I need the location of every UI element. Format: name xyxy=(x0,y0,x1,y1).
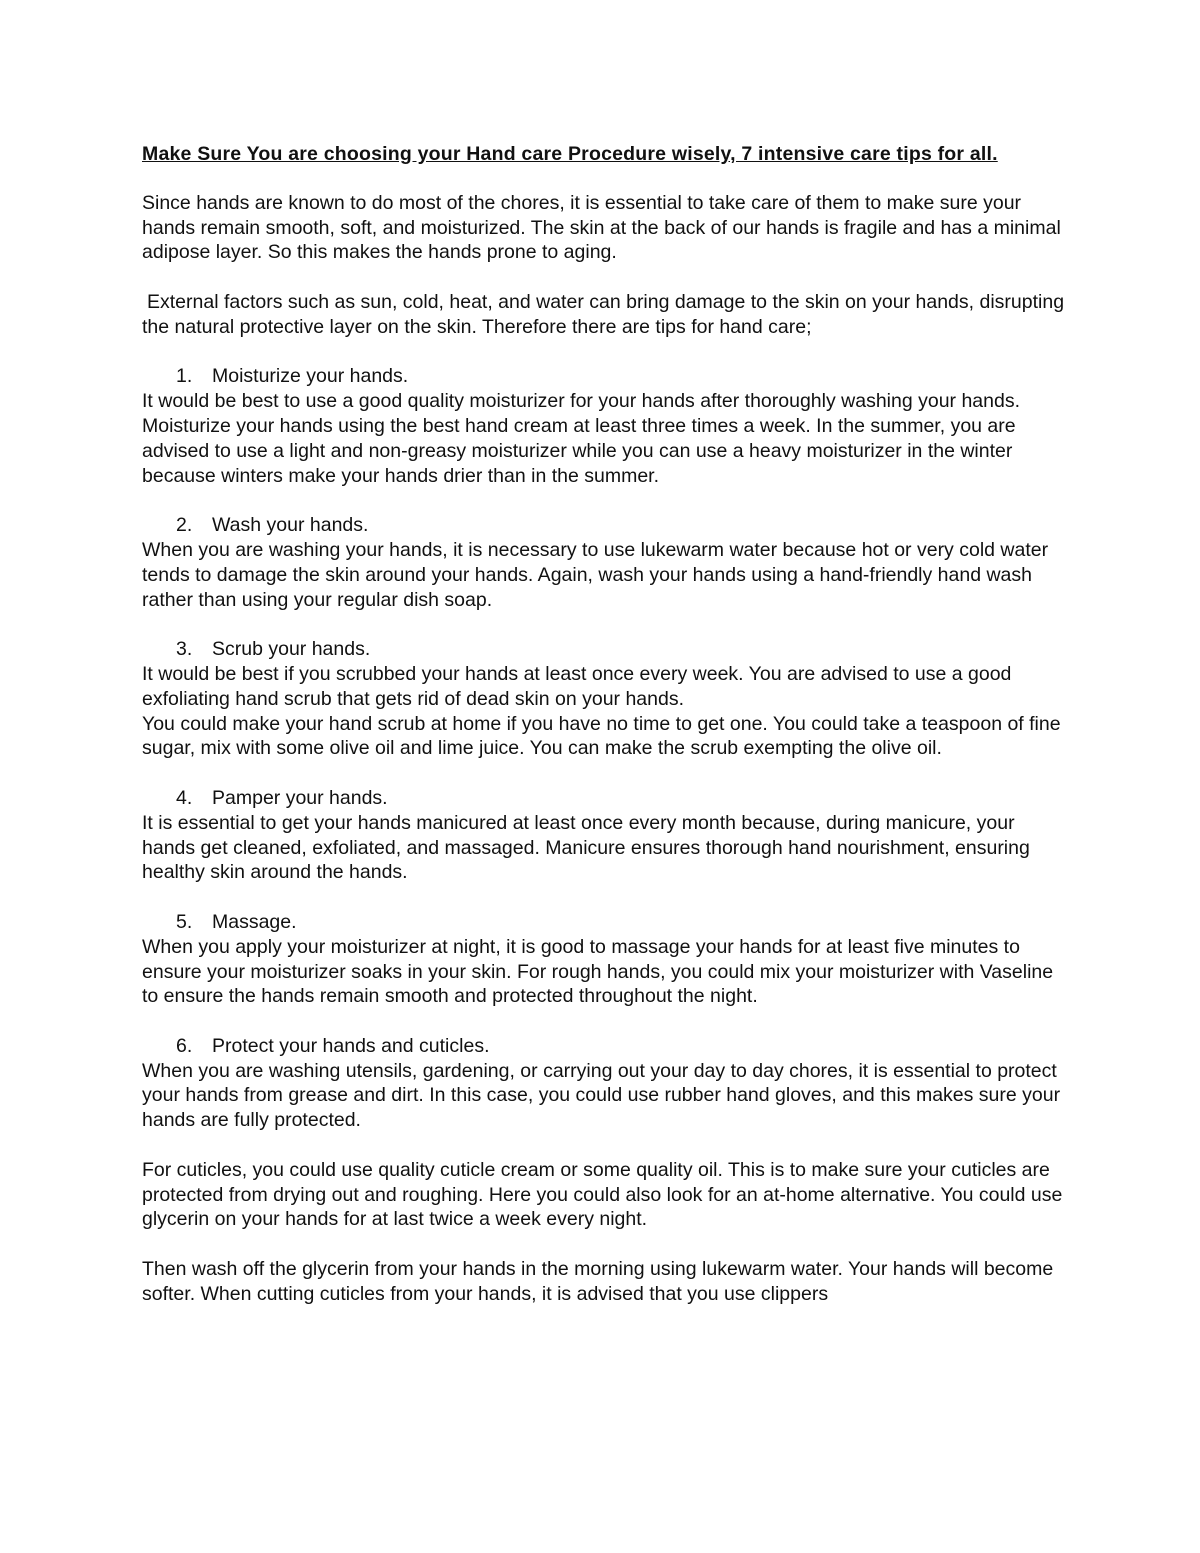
tip-title: Wash your hands. xyxy=(212,514,369,537)
tip-paragraph: You could make your hand scrub at home if you have no time to get one. You could take a teaspoon of fine sugar, mix with some olive oil and lime juice. You can make the scrub exempting the olive oil. xyxy=(142,712,1061,760)
tip-title: Protect your hands and cuticles. xyxy=(212,1034,490,1057)
tip-number: 2. xyxy=(176,514,193,537)
tip-heading xyxy=(142,513,1072,538)
intro-paragraph: Since hands are known to do most of the chores, it is essential to take care of them to make sure your hands remain smooth, soft, and moisturized. The skin at the back of our hands is fragile and has a minimal adipose layer. So this makes the hands prone to aging. xyxy=(142,191,1061,264)
tip-paragraph: It would be best to use a good quality moisturizer for your hands after thoroughly washing your hands. Moisturize your hands using the best hand cream at least three times a week. In the summer, you are advised to use a light and non-greasy moisturizer while you can use a heavy moisturizer in the winter because winters make your hands drier than in the summer. xyxy=(142,390,1021,487)
tip-paragraph: When you are washing your hands, it is necessary to use lukewarm water because hot or very cold water tends to damage the skin around your hands. Again, wash your hands using a hand-friendly hand wash rather than using your regular dish soap. xyxy=(142,538,1049,611)
tip-number: 3. xyxy=(176,638,193,661)
tip-heading xyxy=(142,637,1072,662)
tip-paragraph: When you are washing utensils, gardening, or carrying out your day to day chores, it is essential to protect your hands from grease and dirt. In this case, you could use rubber hand gloves, and this makes sure your hands are fully protected. xyxy=(142,1059,1061,1132)
document-title: Make Sure You are choosing your Hand care Procedure wisely, 7 intensive care tips for all. xyxy=(142,143,998,165)
closing-paragraph: For cuticles, you could use quality cuticle cream or some quality oil. This is to make sure your cuticles are protected from drying out and roughing. Here you could also look for an at-home alternative. You could use glycerin on your hands for at last twice a week every night. xyxy=(142,1158,1063,1231)
tip-paragraph: It is essential to get your hands manicured at least once every month because, during manicure, your hands get cleaned, exfoliated, and massaged. Manicure ensures thorough hand nourishment, ensuring healthy skin around the hands. xyxy=(142,811,1030,884)
tip-heading xyxy=(142,786,1072,811)
tip-number: 6. xyxy=(176,1034,193,1057)
tip-number: 4. xyxy=(176,786,193,809)
closing-paragraph: Then wash off the glycerin from your hands in the morning using lukewarm water. Your hands will become softer. When cutting cuticles from your hands, it is advised that you use clippers xyxy=(142,1258,1054,1305)
tip-title: Scrub your hands. xyxy=(212,638,371,661)
tip-paragraph: When you apply your moisturizer at night, it is good to massage your hands for at least five minutes to ensure your moisturizer soaks in your skin. For rough hands, you could mix your moisturizer with Vaseline to ensure the hands remain smooth and protected throughout the night. xyxy=(142,935,1054,1008)
tip-title: Moisturize your hands. xyxy=(212,365,409,388)
tip-heading xyxy=(142,1034,1072,1059)
tip-number: 1. xyxy=(176,365,193,388)
intro-paragraph: External factors such as sun, cold, heat, and water can bring damage to the skin on your hands, disrupting the natural protective layer on the skin. Therefore there are tips for hand care; xyxy=(142,290,1065,338)
tip-number: 5. xyxy=(176,910,193,933)
tip-title: Massage. xyxy=(212,910,297,933)
tip-paragraph: It would be best if you scrubbed your hands at least once every week. You are advised to use a good exfoliating hand scrub that gets rid of dead skin on your hands. xyxy=(142,662,1012,710)
tip-title: Pamper your hands. xyxy=(212,786,388,809)
document-page xyxy=(142,142,1072,1307)
tip-heading xyxy=(142,910,1072,935)
tip-heading xyxy=(142,364,1072,389)
